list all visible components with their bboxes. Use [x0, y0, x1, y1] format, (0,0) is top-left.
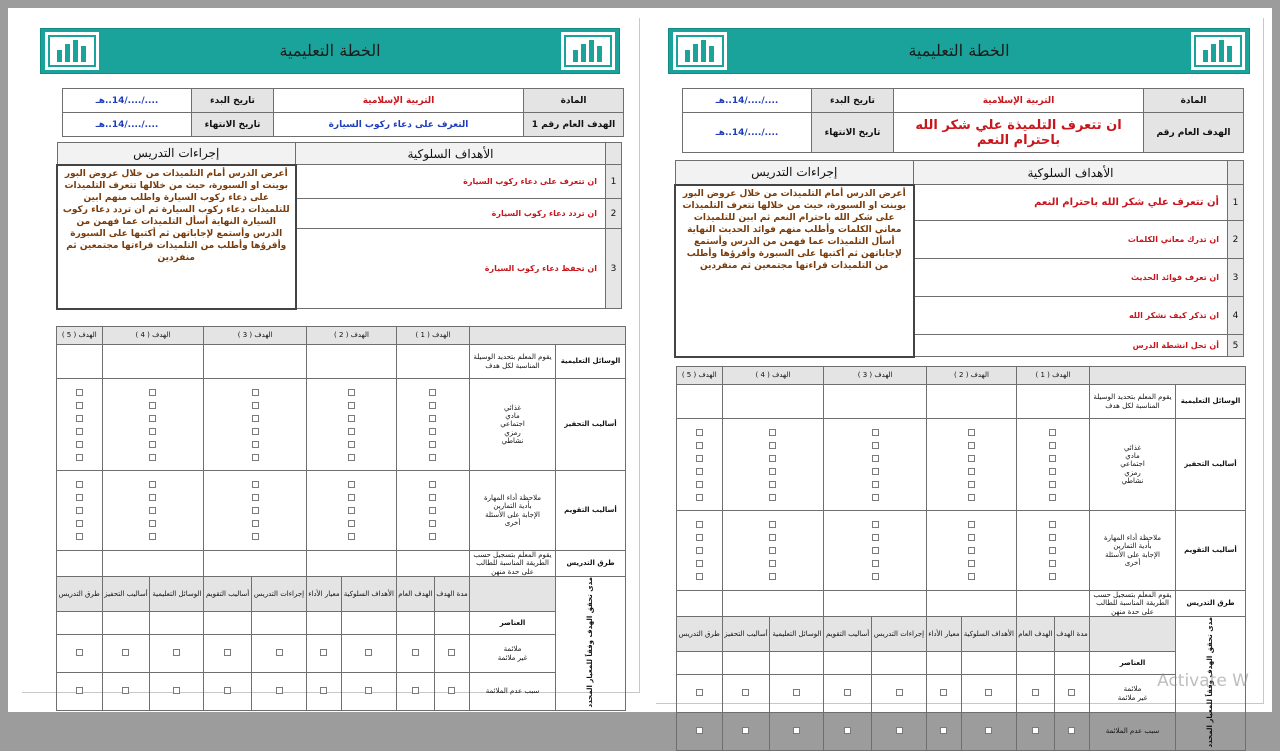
procedures-text: أعرض الدرس أمام التلميذات من خلال عروض البور بوينت او السبورة، حيث من خلالها تتعرف التلميذات على شكر الله باحترام النعم ثم ابين للتلميذات معاني الكلمات وأطلب منهم فوائد الحديث النهاية أسأل التلميذات عما فهمن من الدرس وأستمع لإجاباتهن ثم أكتبها على السبورة وأقرؤها وأطلب من التلميذات قراءتها مجتمعين ثم منفردين: [675, 185, 914, 357]
checkbox[interactable]: [76, 389, 83, 396]
checkbox[interactable]: [1049, 494, 1056, 501]
checkbox[interactable]: [76, 649, 83, 656]
checkbox[interactable]: [1049, 560, 1056, 567]
tracking-col: أساليب التحفيز: [722, 617, 770, 652]
objective-text: ان تعرف فوائد الحديث: [914, 259, 1228, 297]
checkbox[interactable]: [769, 429, 776, 436]
methods-label: طرق التدريس: [1176, 591, 1246, 617]
objectives-header: الأهداف السلوكية: [914, 161, 1228, 185]
checkbox[interactable]: [252, 441, 259, 448]
assessment-label: أساليب التقويم: [556, 471, 626, 551]
checkbox[interactable]: [872, 481, 879, 488]
checkbox[interactable]: [429, 520, 436, 527]
checkbox[interactable]: [429, 494, 436, 501]
checkbox[interactable]: [122, 687, 129, 694]
checkbox[interactable]: [968, 547, 975, 554]
checkbox[interactable]: [224, 649, 231, 656]
checkbox[interactable]: [844, 689, 851, 696]
objective-number: 4: [1228, 297, 1244, 335]
subject-label: المادة: [1144, 89, 1244, 113]
checkbox[interactable]: [149, 481, 156, 488]
checkbox[interactable]: [742, 727, 749, 734]
checkbox[interactable]: [348, 454, 355, 461]
checkbox[interactable]: [769, 534, 776, 541]
objective-number: 5: [1228, 335, 1244, 357]
objective-number: 3: [606, 229, 622, 309]
checkbox[interactable]: [742, 689, 749, 696]
start-date-value: ..../..../14..هـ: [683, 89, 812, 113]
page-title: الخطة التعليمية: [279, 41, 381, 60]
checkbox[interactable]: [696, 429, 703, 436]
tracking-row-label: سبب عدم الملائمة: [1090, 713, 1176, 751]
reinforce-item: اجتماعي: [1120, 460, 1145, 469]
checkbox[interactable]: [348, 481, 355, 488]
objective-text: ان تتعرف على دعاء ركوب السيارة: [296, 165, 606, 199]
checkbox[interactable]: [769, 494, 776, 501]
tracking-label: مدى تحقق الهدف وفقاً للمعيار المحدد: [1206, 617, 1215, 748]
checkbox[interactable]: [149, 415, 156, 422]
procedures-text: أعرض الدرس أمام التلميذات من خلال عروض البور بوينت او السبورة، حيث من خلالها تتعرف التلميذات على دعاء ركوب السيارة واطلب منهم ابين للتلميذات دعاء ركوب السيارة ثم ان تردد دعاء ركوب السيارة النهاية أسأل التلميذات عما فهمن من الدرس وأستمع لإجاباتهن ثم أكتبها على السبورة وأقرؤها وأطلب من التلميذات قراءتها مجتمعين ثم منفردين: [57, 165, 296, 309]
assessment-item: الإجابة على الأسئلة: [485, 510, 540, 519]
checkbox[interactable]: [1049, 468, 1056, 475]
checkbox[interactable]: [1049, 521, 1056, 528]
start-date-value: ..../..../14..هـ: [63, 89, 192, 113]
checkbox[interactable]: [769, 560, 776, 567]
evaluation-grid: [56, 326, 626, 711]
checkbox[interactable]: [429, 428, 436, 435]
checkbox[interactable]: [968, 468, 975, 475]
checkbox[interactable]: [348, 494, 355, 501]
objective-text: ان تذكر كيف نشكر الله: [914, 297, 1228, 335]
objective-text: أن تحل انشطة الدرس: [914, 335, 1228, 357]
objectives-table: [674, 160, 1244, 358]
checkbox[interactable]: [769, 481, 776, 488]
checkbox[interactable]: [696, 547, 703, 554]
reinforce-label: أساليب التحفيز: [1176, 419, 1246, 511]
checkbox[interactable]: [872, 521, 879, 528]
start-date-label: تاريخ البدء: [812, 89, 894, 113]
assessment-item: الإجابة على الأسئلة: [1105, 550, 1160, 559]
checkbox[interactable]: [76, 507, 83, 514]
checkbox[interactable]: [872, 468, 879, 475]
checkbox[interactable]: [968, 442, 975, 449]
goal-header: الهدف ( 3 ): [824, 367, 927, 385]
checkbox[interactable]: [252, 494, 259, 501]
checkbox[interactable]: [276, 649, 283, 656]
tracking-col: طرق التدريس: [677, 617, 723, 652]
tracking-col: إجراءات التدريس: [871, 617, 926, 652]
objective-number: 2: [1228, 221, 1244, 259]
assessment-item: بأدية التمارين: [493, 502, 532, 511]
checkbox[interactable]: [1068, 727, 1075, 734]
objective-text: ان تردد دعاء ركوب السيارة: [296, 199, 606, 229]
checkbox[interactable]: [1032, 689, 1039, 696]
checkbox[interactable]: [1032, 727, 1039, 734]
checkbox[interactable]: [1049, 547, 1056, 554]
reinforce-item: مادي: [505, 411, 520, 420]
checkbox[interactable]: [696, 481, 703, 488]
tracking-col: أساليب التقويم: [204, 577, 252, 612]
reinforce-item: رمزي: [504, 428, 521, 437]
checkbox[interactable]: [429, 507, 436, 514]
goal-value: التعرف على دعاء ركوب السيارة: [274, 113, 524, 137]
tracking-col: مدة الهدف: [1054, 617, 1089, 652]
goal-header: الهدف ( 2 ): [307, 327, 397, 345]
checkbox[interactable]: [1049, 455, 1056, 462]
goal-header: الهدف ( 5 ): [677, 367, 723, 385]
objective-number: 1: [606, 165, 622, 199]
reinforce-item: رمزي: [1124, 468, 1141, 477]
tracking-col: الأهداف السلوكية: [961, 617, 1016, 652]
checkbox[interactable]: [872, 455, 879, 462]
info-table: [62, 88, 624, 137]
checkbox[interactable]: [348, 402, 355, 409]
checkbox[interactable]: [968, 429, 975, 436]
checkbox[interactable]: [252, 389, 259, 396]
checkbox[interactable]: [348, 533, 355, 540]
checkbox[interactable]: [940, 689, 947, 696]
checkbox[interactable]: [696, 455, 703, 462]
tracking-col: أساليب التحفيز: [102, 577, 150, 612]
goal-label: الهدف العام رقم 1: [524, 113, 624, 137]
checkbox[interactable]: [968, 455, 975, 462]
checkbox[interactable]: [429, 415, 436, 422]
checkbox[interactable]: [896, 727, 903, 734]
tracking-col: الهدف العام: [396, 577, 434, 612]
tracking-row-label: غير ملائمة: [497, 653, 528, 662]
checkbox[interactable]: [348, 520, 355, 527]
reinforce-label: أساليب التحفيز: [556, 379, 626, 471]
checkbox[interactable]: [412, 687, 419, 694]
objective-number: 2: [606, 199, 622, 229]
checkbox[interactable]: [76, 454, 83, 461]
checkbox[interactable]: [872, 547, 879, 554]
checkbox[interactable]: [412, 649, 419, 656]
goal-value: ان تتعرف التلميذة علي شكر الله باحترام النعم: [894, 113, 1144, 153]
reinforce-item: اجتماعي: [500, 420, 525, 429]
checkbox[interactable]: [429, 481, 436, 488]
tracking-col: الهدف العام: [1016, 617, 1054, 652]
checkbox[interactable]: [76, 481, 83, 488]
evaluation-grid: [676, 366, 1246, 751]
checkbox[interactable]: [224, 687, 231, 694]
checkbox[interactable]: [76, 520, 83, 527]
checkbox[interactable]: [769, 442, 776, 449]
checkbox[interactable]: [769, 468, 776, 475]
methods-note: يقوم المعلم بتسجيل حسب الطريقة المناسبة للطالب على حدة منهن: [470, 551, 556, 577]
checkbox[interactable]: [872, 534, 879, 541]
checkbox[interactable]: [696, 494, 703, 501]
checkbox[interactable]: [252, 428, 259, 435]
checkbox[interactable]: [968, 494, 975, 501]
methods-label: طرق التدريس: [556, 551, 626, 577]
end-date-label: تاريخ الانتهاء: [192, 113, 274, 137]
checkbox[interactable]: [696, 689, 703, 696]
lesson-plan-page-right: [656, 18, 1264, 748]
subject-value: التربية الإسلامية: [274, 89, 524, 113]
checkbox[interactable]: [173, 687, 180, 694]
tracking-row-label: غير ملائمة: [1117, 693, 1148, 702]
checkbox[interactable]: [1068, 689, 1075, 696]
reinforce-item: نشاطي: [501, 437, 524, 446]
slide-canvas: [8, 8, 1272, 748]
goal-label: الهدف العام رقم: [1144, 113, 1244, 153]
aids-label: الوسائل التعليمية: [1176, 385, 1246, 419]
checkbox[interactable]: [985, 727, 992, 734]
checkbox[interactable]: [348, 428, 355, 435]
checkbox[interactable]: [968, 481, 975, 488]
checkbox[interactable]: [76, 533, 83, 540]
checkbox[interactable]: [276, 687, 283, 694]
tracking-col: الوسائل التعليمية: [150, 577, 204, 612]
checkbox[interactable]: [696, 727, 703, 734]
tracking-label: مدى تحقق الهدف وفقاً للمعيار المحدد: [586, 577, 595, 708]
assessment-item: أخرى: [1124, 558, 1141, 567]
checkbox[interactable]: [365, 687, 372, 694]
checkbox[interactable]: [348, 389, 355, 396]
objectives-table: [56, 142, 622, 310]
checkbox[interactable]: [968, 560, 975, 567]
tracking-col: الأهداف السلوكية: [341, 577, 396, 612]
assessment-item: أخرى: [504, 518, 521, 527]
checkbox[interactable]: [696, 468, 703, 475]
checkbox[interactable]: [173, 649, 180, 656]
goal-header: الهدف ( 5 ): [57, 327, 103, 345]
reinforce-item: نشاطي: [1121, 477, 1144, 486]
checkbox[interactable]: [348, 415, 355, 422]
elements-label: العناصر: [470, 612, 556, 635]
checkbox[interactable]: [149, 507, 156, 514]
aids-note: يقوم المعلم بتحديد الوسيلة المناسبة لكل هدف: [470, 345, 556, 379]
checkbox[interactable]: [769, 455, 776, 462]
tracking-row-label: ملائمة: [1123, 685, 1142, 694]
goal-header: الهدف ( 1 ): [1016, 367, 1089, 385]
tracking-row-label: سبب عدم الملائمة: [470, 673, 556, 711]
goal-header: الهدف ( 3 ): [204, 327, 307, 345]
checkbox[interactable]: [1049, 481, 1056, 488]
start-date-label: تاريخ البدء: [192, 89, 274, 113]
checkbox[interactable]: [122, 649, 129, 656]
checkbox[interactable]: [1049, 442, 1056, 449]
checkbox[interactable]: [1049, 573, 1056, 580]
end-date-label: تاريخ الانتهاء: [812, 113, 894, 153]
tracking-col: معيار الأداء: [927, 617, 962, 652]
checkbox[interactable]: [76, 494, 83, 501]
checkbox[interactable]: [793, 727, 800, 734]
assessment-item: ملاحظة أداء المهارة: [483, 493, 542, 502]
checkbox[interactable]: [252, 415, 259, 422]
page-banner: [40, 28, 620, 74]
page-title: الخطة التعليمية: [908, 41, 1010, 60]
reinforce-item: غذائي: [503, 403, 522, 412]
checkbox[interactable]: [252, 402, 259, 409]
checkbox[interactable]: [968, 534, 975, 541]
assessment-label: أساليب التقويم: [1176, 511, 1246, 591]
tracking-col: أساليب التقويم: [824, 617, 872, 652]
checkbox[interactable]: [940, 727, 947, 734]
checkbox[interactable]: [872, 429, 879, 436]
checkbox[interactable]: [149, 389, 156, 396]
subject-value: التربية الإسلامية: [894, 89, 1144, 113]
tracking-col: مدة الهدف: [434, 577, 469, 612]
goal-header: الهدف ( 4 ): [102, 327, 204, 345]
checkbox[interactable]: [793, 689, 800, 696]
checkbox[interactable]: [149, 454, 156, 461]
checkbox[interactable]: [252, 520, 259, 527]
reinforce-item: مادي: [1125, 451, 1140, 460]
checkbox[interactable]: [896, 689, 903, 696]
checkbox[interactable]: [429, 533, 436, 540]
checkbox[interactable]: [365, 649, 372, 656]
checkbox[interactable]: [429, 402, 436, 409]
end-date-value: ..../..../14..هـ: [683, 113, 812, 153]
checkbox[interactable]: [769, 521, 776, 528]
checkbox[interactable]: [149, 402, 156, 409]
checkbox[interactable]: [429, 441, 436, 448]
assessment-item: ملاحظة أداء المهارة: [1103, 533, 1162, 542]
checkbox[interactable]: [76, 441, 83, 448]
goal-header: الهدف ( 2 ): [927, 367, 1017, 385]
checkbox[interactable]: [149, 441, 156, 448]
checkbox[interactable]: [968, 521, 975, 528]
tracking-col: معيار الأداء: [307, 577, 342, 612]
checkbox[interactable]: [252, 533, 259, 540]
procedures-header: إجراءات التدريس: [57, 143, 296, 165]
checkbox[interactable]: [696, 521, 703, 528]
goal-header: الهدف ( 1 ): [396, 327, 469, 345]
checkbox[interactable]: [696, 534, 703, 541]
checkbox[interactable]: [252, 481, 259, 488]
checkbox[interactable]: [448, 687, 455, 694]
subject-label: المادة: [524, 89, 624, 113]
checkbox[interactable]: [968, 573, 975, 580]
procedures-header: إجراءات التدريس: [675, 161, 914, 185]
checkbox[interactable]: [844, 727, 851, 734]
checkbox[interactable]: [872, 494, 879, 501]
objective-text: ان تدرك معاني الكلمات: [914, 221, 1228, 259]
checkbox[interactable]: [1049, 534, 1056, 541]
checkbox[interactable]: [872, 442, 879, 449]
aids-label: الوسائل التعليمية: [556, 345, 626, 379]
checkbox[interactable]: [76, 428, 83, 435]
activation-watermark: Activate W: [1157, 671, 1249, 691]
checkbox[interactable]: [985, 689, 992, 696]
checkbox[interactable]: [429, 454, 436, 461]
tracking-col: الوسائل التعليمية: [770, 617, 824, 652]
checkbox[interactable]: [872, 573, 879, 580]
checkbox[interactable]: [872, 560, 879, 567]
checkbox[interactable]: [429, 389, 436, 396]
page-banner: [668, 28, 1250, 74]
checkbox[interactable]: [149, 520, 156, 527]
assessment-items: [1090, 511, 1176, 591]
elements-label: العناصر: [1090, 652, 1176, 675]
objective-text: أن تتعرف علي شكر الله باحترام النعم: [914, 185, 1228, 221]
checkbox[interactable]: [149, 428, 156, 435]
end-date-value: ..../..../14..هـ: [63, 113, 192, 137]
checkbox[interactable]: [149, 533, 156, 540]
tracking-col: إجراءات التدريس: [251, 577, 306, 612]
goal-header: الهدف ( 4 ): [722, 367, 824, 385]
reinforce-items: [470, 379, 556, 471]
reinforce-items: [1090, 419, 1176, 511]
checkbox[interactable]: [76, 415, 83, 422]
checkbox[interactable]: [348, 507, 355, 514]
checkbox[interactable]: [348, 441, 355, 448]
objective-text: ان تحفظ دعاء ركوب السيارة: [296, 229, 606, 309]
checkbox[interactable]: [696, 573, 703, 580]
checkbox[interactable]: [696, 442, 703, 449]
tracking-col: طرق التدريس: [57, 577, 103, 612]
aids-note: يقوم المعلم بتحديد الوسيلة المناسبة لكل هدف: [1090, 385, 1176, 419]
methods-note: يقوم المعلم بتسجيل حسب الطريقة المناسبة للطالب على حدة منهن: [1090, 591, 1176, 617]
tracking-row-label: ملائمة: [503, 645, 522, 654]
checkbox[interactable]: [149, 494, 156, 501]
objective-number: 3: [1228, 259, 1244, 297]
checkbox[interactable]: [448, 649, 455, 656]
objective-number: 1: [1228, 185, 1244, 221]
assessment-item: بأدية التمارين: [1113, 542, 1152, 551]
objectives-header: الأهداف السلوكية: [296, 143, 606, 165]
checkbox[interactable]: [252, 454, 259, 461]
assessment-items: [470, 471, 556, 551]
checkbox[interactable]: [252, 507, 259, 514]
checkbox[interactable]: [769, 573, 776, 580]
reinforce-item: غذائي: [1123, 443, 1142, 452]
lesson-plan-page-left: [22, 18, 640, 708]
info-table: [682, 88, 1244, 153]
checkbox[interactable]: [320, 649, 327, 656]
checkbox[interactable]: [320, 687, 327, 694]
checkbox[interactable]: [76, 402, 83, 409]
checkbox[interactable]: [76, 687, 83, 694]
checkbox[interactable]: [1049, 429, 1056, 436]
checkbox[interactable]: [769, 547, 776, 554]
checkbox[interactable]: [696, 560, 703, 567]
